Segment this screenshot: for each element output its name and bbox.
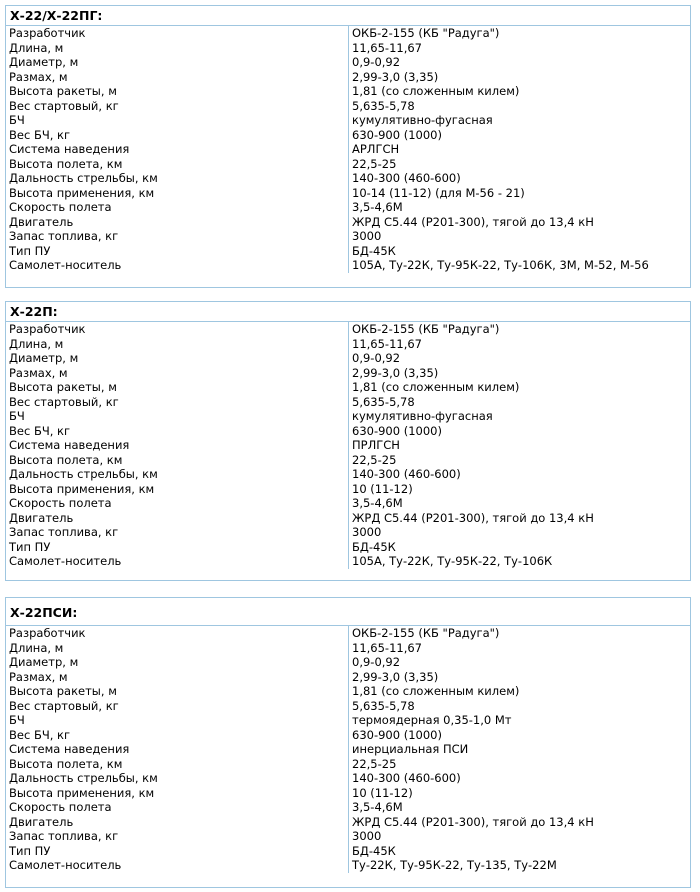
param-value: 10-14 (11-12) (для М-56 - 21) [352,185,525,200]
table-row [6,84,690,99]
param-value: ЖРД С5.44 (Р201-300), тягой до 13,4 кН [352,510,594,525]
table-row [6,171,690,186]
param-label: Высота полета, км [6,757,349,772]
table-row [6,786,690,801]
param-value: 630-900 (1000) [352,727,442,742]
spec-table [6,626,690,873]
param-label: Высота полета, км [6,157,349,172]
param-label: Высота ракеты, м [6,84,349,99]
param-value: 5,635-5,78 [352,98,415,113]
table-row [6,525,690,540]
table-row [6,424,690,439]
param-value: ОКБ-2-155 (КБ "Радуга") [352,626,500,640]
param-label: Длина, м [6,41,349,56]
param-label: Вес стартовый, кг [6,699,349,714]
table-row [6,55,690,70]
param-label: Двигатель [6,215,349,230]
param-value: 2,99-3,0 (3,35) [352,669,439,684]
param-label: Диаметр, м [6,655,349,670]
param-value: ОКБ-2-155 (КБ "Радуга") [352,26,500,40]
param-value: 22,5-25 [352,156,397,171]
table-row [6,713,690,728]
param-value: 0,9-0,92 [352,655,401,669]
table-row [6,258,690,273]
spec-block-kh22psi [5,597,691,888]
param-label: Диаметр, м [6,55,349,70]
param-value: 3,5-4,6М [352,800,403,814]
param-label: Тип ПУ [6,540,349,555]
spec-table [6,26,690,273]
param-label: Самолет-носитель [6,258,349,273]
param-value: 10 (11-12) [352,785,413,800]
param-value: 5,635-5,78 [352,394,415,409]
table-row [6,829,690,844]
table-row [6,200,690,215]
table-row [6,728,690,743]
param-label: Высота ракеты, м [6,380,349,395]
param-value: термоядерная 0,35-1,0 Мт [352,713,512,727]
param-label: Диаметр, м [6,351,349,366]
table-row [6,626,690,641]
param-value: 22,5-25 [352,452,397,467]
block-title: Х-22П: [6,302,690,322]
param-value: 3,5-4,6М [352,200,403,214]
table-row [6,337,690,352]
param-value: 0,9-0,92 [352,55,401,69]
param-value: 3000 [352,229,382,243]
param-label: Длина, м [6,641,349,656]
param-label: Самолет-носитель [6,858,349,873]
table-row [6,757,690,772]
param-label: Запас топлива, кг [6,229,349,244]
table-row [6,128,690,143]
table-row [6,366,690,381]
table-row [6,351,690,366]
table-row [6,380,690,395]
table-row [6,641,690,656]
param-value: АРЛГСН [352,142,400,156]
param-label: Скорость полета [6,200,349,215]
param-label: Вес БЧ, кг [6,728,349,743]
param-value: 630-900 (1000) [352,423,442,438]
spec-block-kh22-kh22pg [5,5,691,288]
table-row [6,482,690,497]
param-value: ЖРД С5.44 (Р201-300), тягой до 13,4 кН [352,814,594,829]
param-value: 1,81 (со сложенным килем) [352,84,520,98]
param-label: Высота полета, км [6,453,349,468]
table-row [6,800,690,815]
param-label: Разработчик [6,26,349,41]
param-value: 11,65-11,67 [352,40,422,55]
param-label: Двигатель [6,511,349,526]
table-row [6,496,690,511]
param-value: 2,99-3,0 (3,35) [352,69,439,84]
table-row [6,142,690,157]
param-value: 0,9-0,92 [352,351,401,365]
param-label: Двигатель [6,815,349,830]
table-row [6,771,690,786]
param-value: кумулятивно-фугасная [352,113,493,127]
table-row [6,467,690,482]
param-value: инерциальная ПСИ [352,742,469,756]
table-row [6,699,690,714]
param-label: Высота применения, км [6,186,349,201]
param-label: Разработчик [6,626,349,641]
table-row [6,844,690,859]
param-label: Вес стартовый, кг [6,99,349,114]
param-value: БД-45К [352,843,396,858]
table-row [6,554,690,569]
table-row [6,244,690,259]
param-value: 11,65-11,67 [352,336,422,351]
param-label: Система наведения [6,142,349,157]
param-label: Запас топлива, кг [6,525,349,540]
param-value: Ту-22К, Ту-95К-22, Ту-135, Ту-22М [352,858,557,872]
block-title: Х-22/Х-22ПГ: [6,6,690,26]
param-label: Тип ПУ [6,844,349,859]
param-label: Размах, м [6,70,349,85]
table-row [6,815,690,830]
param-value: ПРЛГСН [352,438,400,452]
param-value: 11,65-11,67 [352,640,422,655]
param-value: 140-300 (460-600) [352,467,461,481]
param-label: Высота применения, км [6,482,349,497]
param-label: Вес БЧ, кг [6,424,349,439]
param-value: ОКБ-2-155 (КБ "Радуга") [352,322,500,336]
param-label: Вес БЧ, кг [6,128,349,143]
param-value: 1,81 (со сложенным килем) [352,380,520,394]
param-label: Вес стартовый, кг [6,395,349,410]
param-label: Самолет-носитель [6,554,349,569]
spec-block-kh22p [5,301,691,581]
table-row [6,858,690,873]
param-label: Размах, м [6,670,349,685]
param-value: 140-300 (460-600) [352,171,461,185]
table-row [6,655,690,670]
table-row [6,409,690,424]
table-row [6,670,690,685]
table-row [6,540,690,555]
param-value: 630-900 (1000) [352,127,442,142]
param-label: Дальность стрельбы, км [6,467,349,482]
param-value: БД-45К [352,539,396,554]
param-value: 2,99-3,0 (3,35) [352,365,439,380]
param-label: БЧ [6,113,349,128]
param-value: ЖРД С5.44 (Р201-300), тягой до 13,4 кН [352,214,594,229]
table-row [6,742,690,757]
param-label: Скорость полета [6,800,349,815]
param-label: Скорость полета [6,496,349,511]
param-value: 3000 [352,525,382,539]
param-value: 22,5-25 [352,756,397,771]
param-label: Система наведения [6,438,349,453]
param-value: 140-300 (460-600) [352,771,461,785]
table-row [6,453,690,468]
param-value: 3000 [352,829,382,843]
param-value: 1,81 (со сложенным килем) [352,684,520,698]
table-row [6,684,690,699]
param-value: 3,5-4,6М [352,496,403,510]
param-label: БЧ [6,713,349,728]
table-row [6,26,690,41]
param-value: 105А, Ту-22К, Ту-95К-22, Ту-106К [352,554,553,568]
param-value: 5,635-5,78 [352,698,415,713]
param-label: Запас топлива, кг [6,829,349,844]
spec-table [6,322,690,569]
param-label: Размах, м [6,366,349,381]
table-row [6,186,690,201]
param-label: Тип ПУ [6,244,349,259]
table-row [6,511,690,526]
param-value: 105А, Ту-22К, Ту-95К-22, Ту-106К, 3М, М-52, М-56 [352,258,649,272]
table-row [6,229,690,244]
table-row [6,99,690,114]
param-label: Дальность стрельбы, км [6,771,349,786]
table-row [6,157,690,172]
block-title: Х-22ПСИ: [6,598,690,626]
param-label: Длина, м [6,337,349,352]
param-label: Разработчик [6,322,349,337]
table-row [6,70,690,85]
table-row [6,438,690,453]
table-row [6,113,690,128]
table-row [6,322,690,337]
param-label: Дальность стрельбы, км [6,171,349,186]
param-label: Система наведения [6,742,349,757]
table-row [6,41,690,56]
param-value: 10 (11-12) [352,481,413,496]
param-label: Высота применения, км [6,786,349,801]
param-label: БЧ [6,409,349,424]
param-label: Высота ракеты, м [6,684,349,699]
table-row [6,395,690,410]
param-value: кумулятивно-фугасная [352,409,493,423]
param-value: БД-45К [352,243,396,258]
table-row [6,215,690,230]
